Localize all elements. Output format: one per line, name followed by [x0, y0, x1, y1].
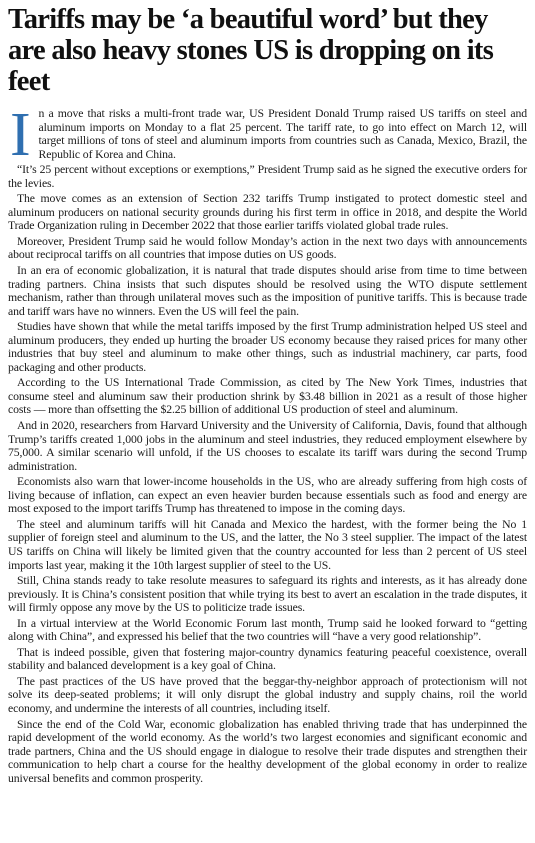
article-paragraph: In a virtual interview at the World Economic Forum last month, Trump said he looked forward to “getting along with China”, and expressed his belief that the two countries will “have a very good relationship”.: [8, 616, 527, 644]
article-paragraph: That is indeed possible, given that fostering major-country dynamics featuring peaceful coexistence, overall stability and balanced development is a key goal of China.: [8, 645, 527, 673]
article-paragraph: Moreover, President Trump said he would follow Monday’s action in the next two days with announcements about reciprocal tariffs on all countries that impose duties on US goods.: [8, 234, 527, 262]
article-body: [8, 101, 527, 785]
article-paragraph: And in 2020, researchers from Harvard University and the University of California, Davis, found that although Trump’s tariffs created 1,000 jobs in the aluminum and steel industries, they reduced employment elsewhere by 75,000. A similar scenario will unfold, if the US chooses to escalate its tariff wars during the second Trump administration.: [8, 419, 527, 473]
article-paragraph: According to the US International Trade Commission, as cited by The New York Times, industries that consume steel and aluminum saw their production shrink by $3.48 billion in 2021 as a result of those higher costs — more than offsetting the $2.25 billion of additional US production of steel and aluminum.: [8, 376, 527, 417]
article-paragraph: Economists also warn that lower-income households in the US, who are already suffering from high costs of living because of inflation, can expect an even heavier burden because essentials such as food and energy are most exposed to the import tariffs Trump has threatened to impose in the coming days.: [8, 475, 527, 516]
article-paragraph: The past practices of the US have proved that the beggar-thy-neighbor approach of protectionism will not solve its deep-seated problems; it will only disrupt the global industry and supply chains, roil the world economy, and undermine the interests of all countries, including itself.: [8, 674, 527, 715]
article-paragraph: Still, China stands ready to take resolute measures to safeguard its rights and interests, as it has already done previously. It is China’s consistent position that while trying its best to avert an escalation in the trade disputes, it will firmly oppose any move by the US to politicize trade issues.: [8, 574, 527, 615]
first-paragraph-text: n a move that risks a multi-front trade war, US President Donald Trump raised US tariffs on steel and aluminum imports on Monday to a flat 25 percent. The tariff rate, to go into effect on March 12, will target millions of tons of steel and aluminum imports from countries such as Canada, Mexico, Brazil, the Republic of Korea and China.: [38, 107, 527, 161]
article-paragraph: The steel and aluminum tariffs will hit Canada and Mexico the hardest, with the former being the No 1 supplier of foreign steel and aluminum to the US, and the latter, the No 3 steel supplier. The impact of the latest US tariffs on China will likely be limited given that the country accounted for less than 2 percent of US steel imports last year, making it the 10th largest supplier of steel to the US.: [8, 517, 527, 572]
drop-cap: I: [10, 101, 31, 169]
article-paragraph: In an era of economic globalization, it is natural that trade disputes should arise from time to time between trading partners. China insists that such disputes should be resolved using the WTO dispute settlement mechanism, rather than through unilateral moves such as the imposition of punitive tariffs. This is because trade and tariff wars have no winners. Even the US will feel the pain.: [8, 264, 527, 318]
article-headline: Tariffs may be ‘a beautiful word’ but they are also heavy stones US is dropping on its feet: [8, 4, 494, 97]
article-paragraph: Studies have shown that while the metal tariffs imposed by the first Trump administration helped US steel and aluminum producers, they ended up hurting the broader US economy because they raised prices for many other industries that buy steel and aluminum to make other things, such as industrial machinery, car parts, food packaging and other products.: [8, 320, 527, 374]
article-paragraph: [8, 101, 527, 169]
article-paragraph: “It’s 25 percent without exceptions or exemptions,” President Trump said as he signed the executive orders for the levies.: [8, 163, 527, 190]
article-paragraph: Since the end of the Cold War, economic globalization has enabled thriving trade that has underpinned the rapid development of the world economy. As the world’s two largest economies and significant economic and trade partners, China and the US should engage in dialogue to resolve their trade disputes and strengthen their communication to help chart a course for the healthy development of the global economy in order to realize universal benefits and common prosperity.: [8, 717, 527, 785]
article-paragraph: The move comes as an extension of Section 232 tariffs Trump instigated to protect domestic steel and aluminum producers on national security grounds during his first term in office in 2018, and despite the World Trade Organization ruling in December 2022 that those earlier tariffs violated global trade rules.: [8, 192, 527, 233]
